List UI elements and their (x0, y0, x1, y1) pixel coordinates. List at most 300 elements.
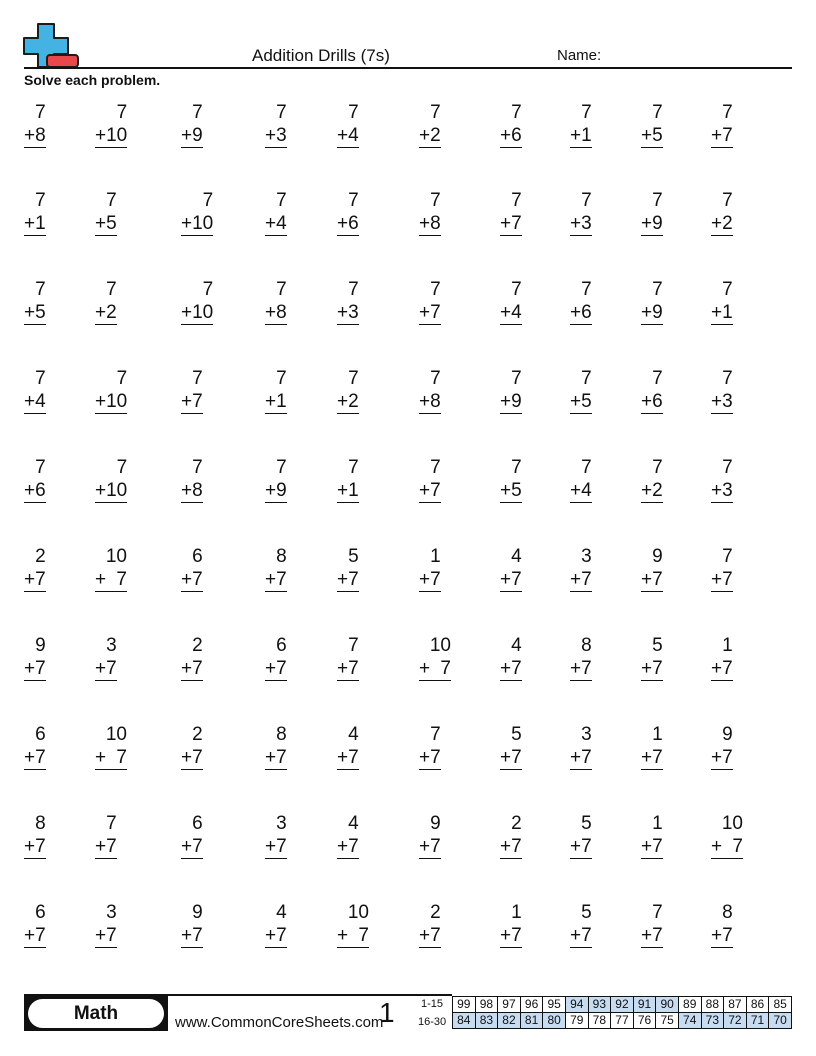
problem (24, 634, 46, 681)
header-divider (24, 67, 792, 69)
problem (24, 812, 46, 859)
problem-top-number: 7 (116, 368, 128, 390)
problem-top-number: 5 (581, 901, 592, 923)
score-key-cell: 87 (724, 997, 747, 1013)
problem-top-number: 9 (35, 634, 46, 656)
problem-top-number: 7 (276, 368, 287, 390)
problem (711, 189, 733, 236)
problem-top-number: 7 (430, 101, 441, 123)
problem-addend: +5 (570, 391, 592, 413)
problem-addend: +6 (500, 124, 522, 146)
problem-addend: +7 (24, 924, 46, 946)
problem-addend: +7 (570, 657, 592, 679)
problem (570, 189, 592, 236)
problem-addend: +7 (181, 391, 203, 413)
problem-top-number: 7 (581, 279, 592, 301)
problem-top-number: 5 (511, 723, 522, 745)
score-key-cell: 92 (611, 997, 634, 1013)
problem (570, 278, 592, 325)
problem-top-number: 3 (276, 812, 287, 834)
problem (500, 456, 522, 503)
problem (95, 101, 127, 148)
problem-addend: +2 (419, 124, 441, 146)
problem-addend: +7 (641, 746, 663, 768)
problem (711, 901, 733, 948)
problem-top-number: 7 (35, 457, 46, 479)
problem-top-number: 8 (35, 812, 46, 834)
problem-addend: +5 (500, 480, 522, 502)
problem (570, 634, 592, 681)
problem-top-number: 7 (430, 279, 441, 301)
problem (570, 456, 592, 503)
problem (337, 101, 359, 148)
problem-top-number: 4 (511, 546, 522, 567)
problem (95, 456, 127, 503)
worksheet-title: Addition Drills (7s) (252, 46, 390, 65)
problem (24, 101, 46, 148)
problem-addend: +7 (337, 746, 359, 768)
page-number: 1 (379, 997, 395, 1028)
problem (265, 545, 287, 592)
problem (711, 634, 733, 681)
problem-top-number: 7 (276, 457, 287, 479)
problem (500, 278, 522, 325)
problem-addend: +7 (181, 657, 203, 679)
problem-top-number: 7 (35, 368, 46, 390)
problem (265, 634, 287, 681)
problem-addend: +7 (265, 657, 287, 679)
problem-addend: +5 (95, 213, 117, 235)
problem (24, 723, 46, 770)
problem (265, 812, 287, 859)
problem-top-number: 7 (722, 546, 733, 567)
problem-addend: +3 (711, 391, 733, 413)
problem-addend: +10 (181, 302, 214, 324)
problem-addend: +7 (570, 924, 592, 946)
problem (419, 278, 441, 325)
problem-addend: +4 (265, 213, 287, 235)
problem-top-number: 7 (348, 457, 359, 479)
problem-addend: +9 (265, 480, 287, 502)
problem-addend: +7 (181, 569, 203, 590)
problem (641, 812, 663, 859)
score-key-cell: 76 (633, 1013, 656, 1029)
problem (95, 367, 127, 414)
problem-addend: +10 (95, 480, 128, 502)
problem-top-number: 10 (105, 723, 127, 745)
problem-top-number: 6 (35, 723, 46, 745)
problem-top-number: 7 (581, 101, 592, 123)
problem (95, 901, 117, 948)
problem (711, 456, 733, 503)
problem-top-number: 7 (581, 190, 592, 212)
problem-addend: +7 (337, 657, 359, 679)
score-key-cell: 81 (520, 1013, 543, 1029)
problem-top-number: 7 (652, 190, 663, 212)
problem-addend: +2 (337, 391, 359, 413)
score-key-label-1-15: 1-15 (421, 998, 444, 1010)
problem-top-number: 7 (192, 457, 203, 479)
subject-label: Math (28, 999, 164, 1028)
problem-top-number: 7 (722, 279, 733, 301)
problem-top-number: 4 (348, 812, 359, 834)
problem-addend: +5 (24, 302, 46, 324)
problem-addend: + 7 (95, 569, 127, 590)
problem (500, 101, 522, 148)
problem-top-number: 10 (721, 812, 743, 834)
score-key-cell: 86 (746, 997, 769, 1013)
minus-icon (47, 55, 78, 67)
problem-grid (0, 101, 816, 991)
problem-top-number: 8 (276, 723, 287, 745)
problem-top-number: 10 (429, 634, 451, 656)
problem-top-number: 2 (511, 812, 522, 834)
problem-addend: +7 (500, 924, 522, 946)
problem (95, 723, 127, 770)
problem-addend: +10 (95, 124, 128, 146)
problem-top-number: 3 (106, 634, 117, 656)
score-key-cell: 72 (724, 1013, 747, 1029)
score-key-table (452, 996, 792, 1029)
problem-top-number: 9 (722, 723, 733, 745)
problem-top-number: 7 (511, 101, 522, 123)
problem-addend: +8 (181, 480, 203, 502)
problem (265, 278, 287, 325)
problem-addend: + 7 (337, 924, 369, 946)
problem-addend: +6 (24, 480, 46, 502)
problem-top-number: 7 (430, 368, 441, 390)
problem (181, 545, 203, 592)
name-label: Name: (557, 47, 602, 64)
problem (419, 456, 441, 503)
problem (641, 901, 663, 948)
problem (337, 189, 359, 236)
problem-addend: +1 (265, 391, 287, 413)
problem-top-number: 7 (276, 101, 287, 123)
score-key-cell: 79 (565, 1013, 588, 1029)
problem (419, 101, 441, 148)
problem-top-number: 2 (192, 634, 203, 656)
score-key-cell: 90 (656, 997, 679, 1013)
problem-addend: +8 (24, 124, 46, 146)
problem-addend: +7 (265, 746, 287, 768)
problem-addend: +7 (419, 835, 441, 857)
problem-addend: +6 (641, 391, 663, 413)
problem (24, 901, 46, 948)
problem-top-number: 7 (202, 190, 214, 212)
problem (181, 278, 213, 325)
problem (24, 189, 46, 236)
problem-addend: +4 (24, 391, 46, 413)
problem-addend: +7 (711, 569, 733, 590)
score-key-cell: 83 (475, 1013, 498, 1029)
score-key-cell: 93 (588, 997, 611, 1013)
problem (181, 101, 203, 148)
problem-addend: +7 (95, 835, 117, 857)
problem (570, 367, 592, 414)
problem-top-number: 7 (581, 457, 592, 479)
problem (419, 812, 441, 859)
problem (711, 367, 733, 414)
problem (265, 901, 287, 948)
problem-addend: +7 (181, 835, 203, 857)
problem (181, 901, 203, 948)
problem (24, 456, 46, 503)
problem (337, 901, 369, 948)
problem-addend: +6 (570, 302, 592, 324)
problem-top-number: 1 (511, 901, 522, 923)
problem-addend: +7 (570, 569, 592, 590)
problem-top-number: 7 (35, 190, 46, 212)
problem (641, 278, 663, 325)
problem (181, 189, 213, 236)
problem-top-number: 9 (192, 901, 203, 923)
problem-addend: +10 (181, 213, 214, 235)
problem-addend: +7 (24, 746, 46, 768)
problem (337, 545, 359, 592)
problem-addend: +7 (265, 569, 287, 590)
problem-top-number: 1 (722, 634, 733, 656)
problem-top-number: 7 (348, 101, 359, 123)
score-key-cell: 88 (701, 997, 724, 1013)
problem (641, 723, 663, 770)
problem (265, 723, 287, 770)
problem-top-number: 5 (581, 812, 592, 834)
problem (24, 278, 46, 325)
problem-addend: +8 (419, 391, 441, 413)
plus-minus-logo-icon (23, 23, 80, 69)
problem (265, 101, 287, 148)
score-key-cell: 96 (520, 997, 543, 1013)
problem (337, 723, 359, 770)
problem-addend: +7 (641, 924, 663, 946)
problem-top-number: 7 (348, 368, 359, 390)
problem-addend: +7 (500, 746, 522, 768)
problem-addend: + 7 (419, 657, 451, 679)
subject-badge (24, 996, 168, 1031)
problem (337, 812, 359, 859)
problem-top-number: 9 (430, 812, 441, 834)
problem (641, 189, 663, 236)
problem-addend: +7 (711, 924, 733, 946)
website-url: www.CommonCoreSheets.com (175, 1014, 384, 1031)
problem (337, 456, 359, 503)
problem-top-number: 5 (348, 546, 359, 567)
problem-top-number: 7 (430, 190, 441, 212)
problem (419, 901, 441, 948)
problem (265, 367, 287, 414)
problem (641, 545, 663, 592)
problem-top-number: 7 (35, 101, 46, 123)
problem-addend: +1 (337, 480, 359, 502)
problem-top-number: 1 (652, 723, 663, 745)
problem-top-number: 6 (192, 812, 203, 834)
problem (181, 723, 203, 770)
problem-addend: +3 (570, 213, 592, 235)
problem (500, 545, 522, 592)
problem-top-number: 10 (105, 546, 127, 567)
score-key-cell: 85 (769, 997, 792, 1013)
problem-addend: +4 (570, 480, 592, 502)
problem-addend: +7 (95, 924, 117, 946)
problem (711, 812, 743, 859)
problem-addend: +5 (641, 124, 663, 146)
score-key-row (453, 997, 792, 1013)
score-key-cell: 71 (746, 1013, 769, 1029)
problem (181, 634, 203, 681)
problem-top-number: 6 (276, 634, 287, 656)
problem (337, 367, 359, 414)
problem-addend: +7 (24, 569, 46, 590)
problem-top-number: 7 (511, 457, 522, 479)
problem-top-number: 9 (652, 546, 663, 567)
problem-top-number: 7 (276, 190, 287, 212)
problem (711, 101, 733, 148)
problem (500, 901, 522, 948)
score-key-cell: 98 (475, 997, 498, 1013)
score-key-cell: 91 (633, 997, 656, 1013)
score-key-cell: 97 (498, 997, 521, 1013)
problem (95, 278, 117, 325)
problem-top-number: 3 (581, 546, 592, 567)
problem-top-number: 7 (106, 190, 117, 212)
problem-top-number: 7 (652, 101, 663, 123)
problem-top-number: 7 (348, 190, 359, 212)
problem (570, 812, 592, 859)
problem (265, 189, 287, 236)
problem-top-number: 7 (511, 368, 522, 390)
problem-addend: +7 (419, 569, 441, 590)
problem-top-number: 8 (581, 634, 592, 656)
problem-addend: +1 (24, 213, 46, 235)
problem-top-number: 7 (202, 279, 214, 301)
problem-top-number: 7 (652, 457, 663, 479)
problem-top-number: 8 (722, 901, 733, 923)
problem-addend: +7 (181, 924, 203, 946)
problem-top-number: 7 (192, 368, 203, 390)
problem-top-number: 2 (430, 901, 441, 923)
problem-addend: +7 (641, 835, 663, 857)
problem-addend: +3 (711, 480, 733, 502)
problem-top-number: 7 (348, 279, 359, 301)
problem-addend: +8 (265, 302, 287, 324)
problem (570, 723, 592, 770)
problem-top-number: 7 (722, 457, 733, 479)
problem-addend: +7 (500, 213, 522, 235)
problem-top-number: 4 (348, 723, 359, 745)
problem-addend: +6 (337, 213, 359, 235)
problem (641, 367, 663, 414)
problem-addend: +7 (419, 480, 441, 502)
problem (95, 189, 117, 236)
problem-top-number: 7 (35, 279, 46, 301)
score-key-cell: 95 (543, 997, 566, 1013)
problem-addend: +7 (419, 746, 441, 768)
problem (570, 901, 592, 948)
problem-addend: +7 (500, 835, 522, 857)
problem-addend: +7 (337, 569, 359, 590)
problem-top-number: 7 (722, 101, 733, 123)
problem (570, 545, 592, 592)
problem-addend: +7 (337, 835, 359, 857)
problem (500, 367, 522, 414)
problem (95, 634, 117, 681)
score-key-label-16-30: 16-30 (418, 1016, 447, 1028)
score-key-cell: 89 (678, 997, 701, 1013)
problem-top-number: 7 (581, 368, 592, 390)
problem-addend: +2 (711, 213, 733, 235)
problem-addend: +8 (419, 213, 441, 235)
problem (711, 278, 733, 325)
problem (265, 456, 287, 503)
problem-top-number: 7 (116, 101, 128, 123)
problem (419, 367, 441, 414)
problem-addend: +7 (570, 835, 592, 857)
problem (95, 545, 127, 592)
problem (24, 367, 46, 414)
score-key-cell: 75 (656, 1013, 679, 1029)
problem-addend: +9 (500, 391, 522, 413)
problem-addend: +10 (95, 391, 128, 413)
problem-top-number: 7 (192, 101, 203, 123)
problem (181, 456, 203, 503)
problem-addend: +7 (24, 835, 46, 857)
problem-addend: +9 (181, 124, 203, 146)
problem-top-number: 7 (430, 457, 441, 479)
problem-top-number: 7 (106, 279, 117, 301)
problem-top-number: 7 (652, 368, 663, 390)
problem (95, 812, 117, 859)
problem-addend: +7 (419, 302, 441, 324)
problem (570, 101, 592, 148)
score-key-cell: 73 (701, 1013, 724, 1029)
score-key-cell: 99 (453, 997, 476, 1013)
problem-addend: +7 (500, 657, 522, 679)
problem-top-number: 3 (106, 901, 117, 923)
problem (711, 723, 733, 770)
problem-addend: +7 (641, 569, 663, 590)
problem-addend: +2 (641, 480, 663, 502)
problem-top-number: 4 (511, 634, 522, 656)
problem-addend: +7 (419, 924, 441, 946)
score-key-row (453, 1013, 792, 1029)
problem-top-number: 7 (652, 901, 663, 923)
problem-top-number: 7 (106, 812, 117, 834)
problem-top-number: 7 (430, 723, 441, 745)
problem-addend: +7 (711, 124, 733, 146)
problem-addend: +7 (711, 746, 733, 768)
problem-top-number: 7 (276, 279, 287, 301)
score-key-cell: 70 (769, 1013, 792, 1029)
problem (711, 545, 733, 592)
problem-addend: +7 (500, 569, 522, 590)
problem-top-number: 7 (722, 190, 733, 212)
score-key-cell: 94 (565, 997, 588, 1013)
score-key-cell: 77 (611, 1013, 634, 1029)
problem-top-number: 1 (430, 546, 441, 567)
problem-addend: +1 (711, 302, 733, 324)
problem-top-number: 4 (276, 901, 287, 923)
problem (181, 812, 203, 859)
problem-addend: +7 (570, 746, 592, 768)
instructions: Solve each problem. (24, 72, 161, 88)
problem-addend: +7 (95, 657, 117, 679)
problem (641, 634, 663, 681)
problem-addend: +1 (570, 124, 592, 146)
problem (500, 189, 522, 236)
problem (500, 812, 522, 859)
problem-top-number: 2 (192, 723, 203, 745)
